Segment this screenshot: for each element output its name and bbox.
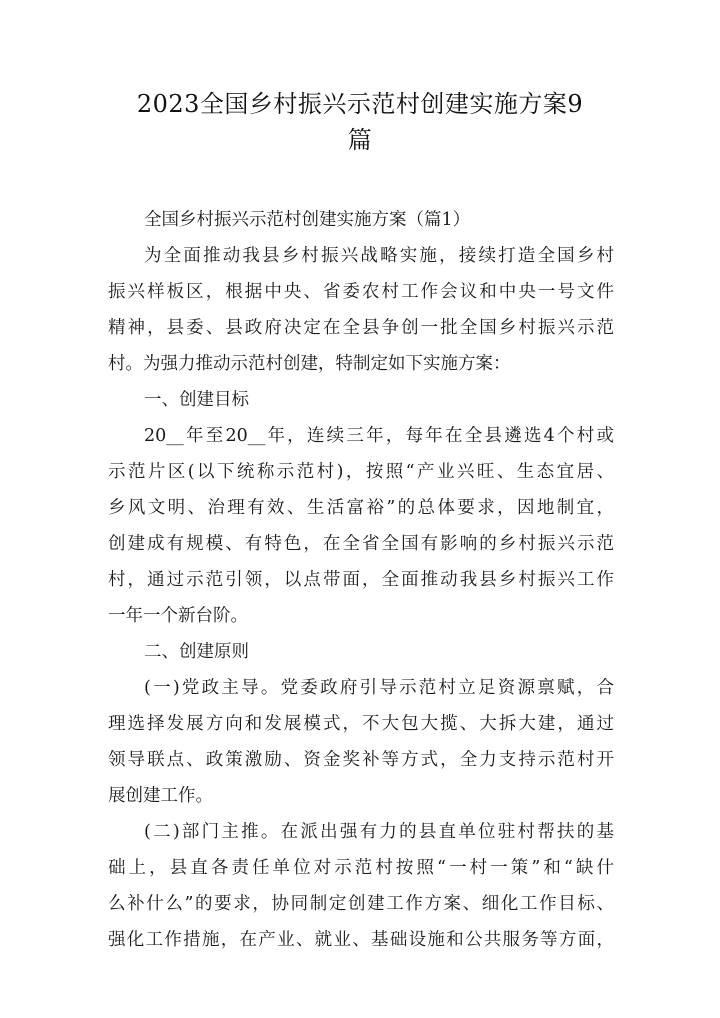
document-title <box>100 86 620 158</box>
text-line: 乡风文明、治理有效、生活富裕”的总体要求，因地制宜， <box>108 498 614 518</box>
text-line: 础上，县直各责任单位对示范村按照“一村一策”和“缺什 <box>108 858 614 878</box>
title-line-1: 2023全国乡村振兴示范村创建实施方案9 <box>136 90 584 118</box>
text-line: 示范片区(以下统称示范村)，按照“产业兴旺、生态宜居、 <box>108 462 614 482</box>
text-line: 二、创建原则 <box>144 642 249 662</box>
text-line: 全国乡村振兴示范村创建实施方案（篇1） <box>144 210 471 230</box>
text-line: 20__年至20__年，连续三年，每年在全县遴选4个村或 <box>144 426 614 446</box>
text-line: 一年一个新台阶。 <box>108 606 248 626</box>
title-line-2: 篇 <box>347 126 373 154</box>
text-line: 村。为强力推动示范村创建，特制定如下实施方案： <box>108 354 511 374</box>
text-line: 领导联点、政策激励、资金奖补等方式，全力支持示范村开 <box>108 750 614 770</box>
text-line: 村，通过示范引领，以点带面，全面推动我县乡村振兴工作 <box>108 570 614 590</box>
text-line: 展创建工作。 <box>108 786 213 806</box>
text-line: 为全面推动我县乡村振兴战略实施，接续打造全国乡村 <box>144 246 614 266</box>
text-line: 创建成有规模、有特色，在全省全国有影响的乡村振兴示范 <box>108 534 614 554</box>
text-line: (二)部门主推。在派出强有力的县直单位驻村帮扶的基 <box>144 822 614 842</box>
text-line: 振兴样板区，根据中央、省委农村工作会议和中央一号文件 <box>108 282 614 302</box>
text-line: 一、创建目标 <box>144 390 249 410</box>
text-line: 么补什么”的要求，协同制定创建工作方案、细化工作目标、 <box>108 894 614 914</box>
text-line: (一)党政主导。党委政府引导示范村立足资源禀赋，合 <box>144 678 614 698</box>
text-line: 精神，县委、县政府决定在全县争创一批全国乡村振兴示范 <box>108 318 614 338</box>
text-line: 强化工作措施，在产业、就业、基础设施和公共服务等方面， <box>108 930 614 950</box>
text-line: 理选择发展方向和发展模式，不大包大揽、大拆大建，通过 <box>108 714 614 734</box>
document-body <box>108 202 614 958</box>
